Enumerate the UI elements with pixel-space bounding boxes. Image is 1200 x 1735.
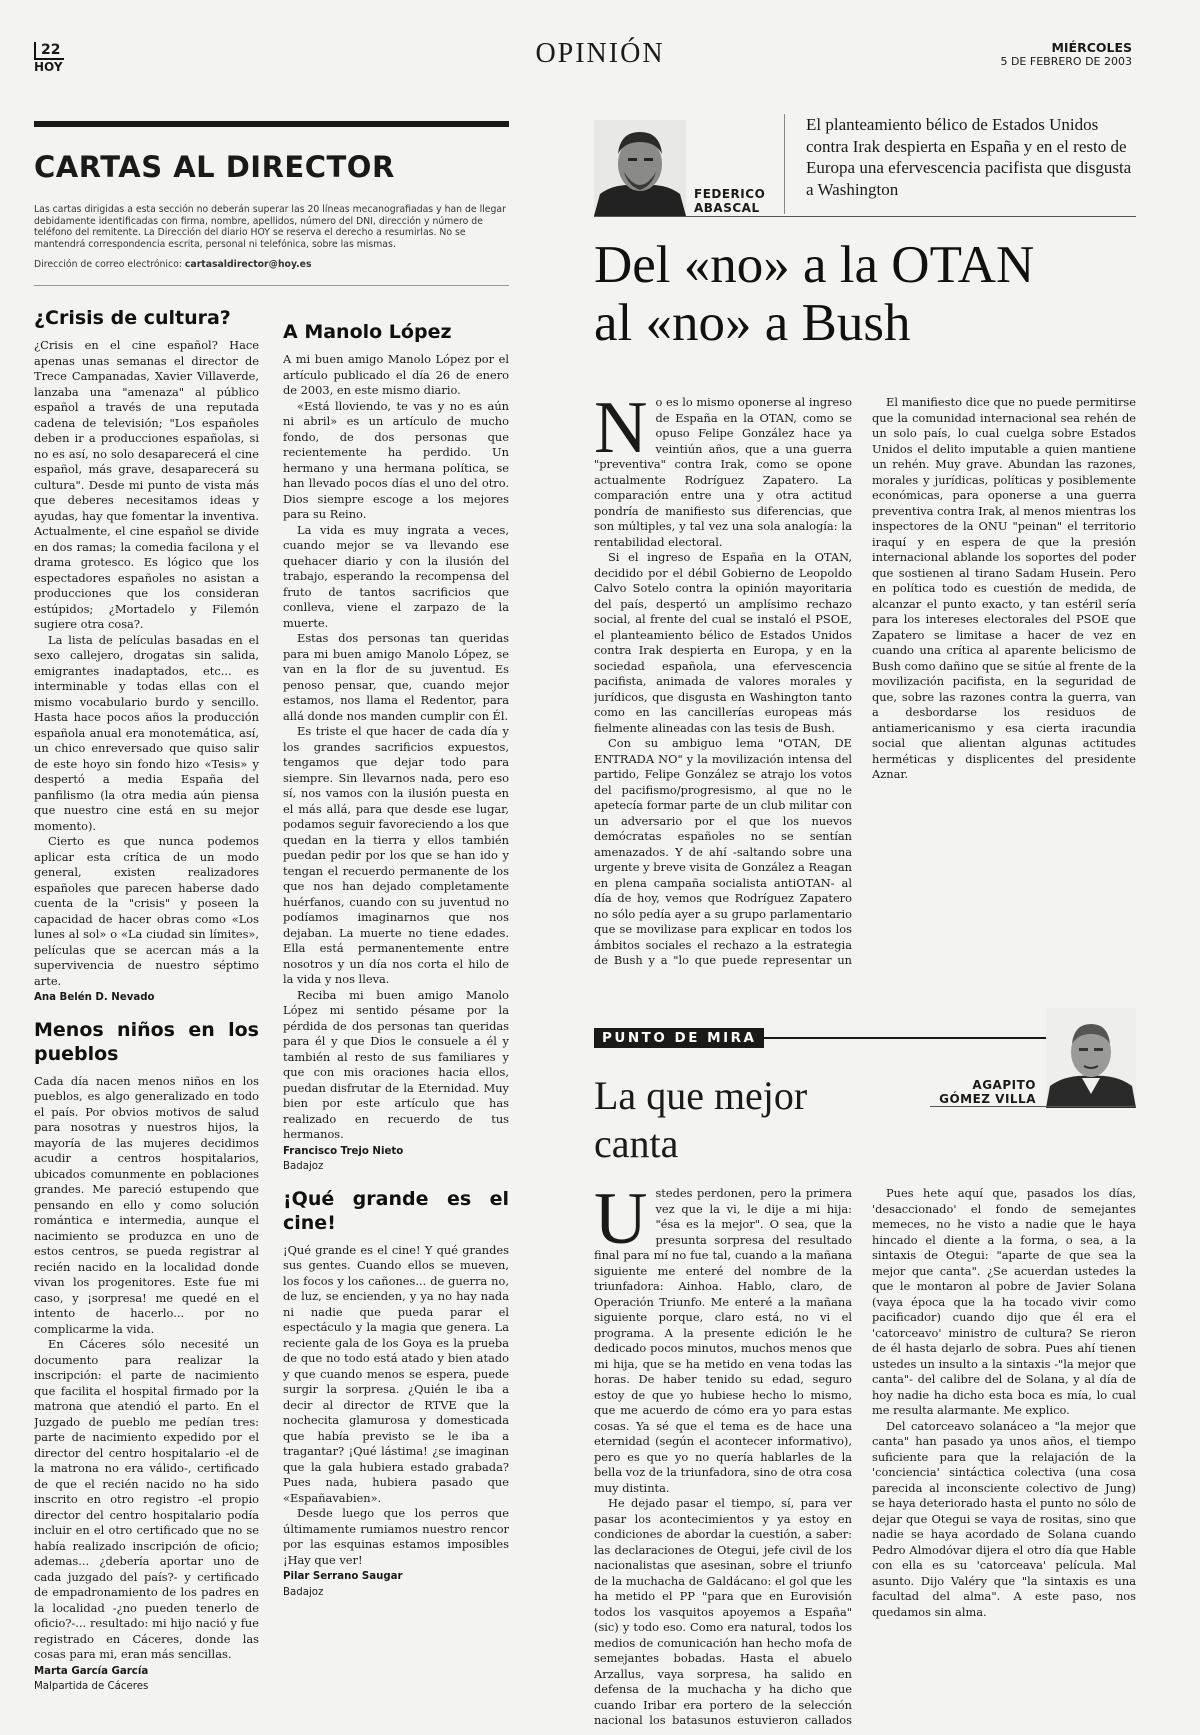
letter-paragraph: Desde luego que los perros que últimamente rumiamos nuestro rencor por las esquinas estamos imposibles ¡Hay que ver! [283,1506,509,1567]
article-paragraph: He dejado pasar el tiempo, sí, para ver pasar los acontecimientos y ya estoy en condiciones de abordar la cuestión, a saber: las declaraciones de Otegui, jefe civil de los nacionalistas que asesinan, sobre el triunfo de la muchacha de Galdácano: el gol que les ha metido el PP "para que en Eurovisión todos los vasquitos apoyemos a España" (sic) y todo eso. Como era natural, todos los medios de comunicación han hecho mofa de semejantes bobadas. Hasta el abuelo Arzallus, vaya sorpresa, ha salido en defensa de la muchacha y ha dicho que cuando Iribar era portero de la selección nacional los batasunos estuvieron callados [594,1496,852,1726]
author-name-gomez-villa: AGAPITO GÓMEZ VILLA [939,1078,1036,1106]
letters-section-title: CARTAS AL DIRECTOR [34,150,395,184]
letters-top-rule [34,121,509,127]
deck-divider [784,114,785,214]
kicker-punto-de-mira: PUNTO DE MIRA [594,1028,764,1048]
letter-paragraph: Cierto es que nunca podemos aplicar esta crítica de un modo general, existen realizadores españoles que parecen haberse dado cuenta de la "crisis" y poseen la capacidad de hacer obras como «Los lunes al sol» o «La ciudad sin límites», películas que se acercan más a la supervivencia de nuestro séptimo arte. [34,834,259,988]
deck-abascal: El planteamiento bélico de Estados Unidos contra Irak despierta en España y en el resto de Europa una efervescencia pacifista que disgusta a Washington [806,115,1132,199]
article-paragraph: stedes perdonen, pero la primera vez que la vi, le dije a mi hija: "ésa es la mejor". O sea, que la presunta sorpresa del resultado final para mí no fue tal, cuando a la mañana siguiente me enteré del nombre de la triunfadora: Ainhoa. Hablo, claro, de Operación Triunfo. Me enteré a la mañana siguiente porque, claro está, no vi el programa. A la presente edición le he dedicado pocos minutos, muchos menos que mi hija, que se ha metido en vena todas las horas. De haber tenido su edad, seguro estoy de que yo hubiese hecho lo mismo, que me acuerdo de cómo era yo para estas cosas. Ya sé que el tema es de hace una eternidad (según el acontecer informativo), pero es que yo no quería hablarles de la bella voz de la triunfadora, sino de otra cosa muy distinta. [594,1186,852,1495]
publication-name: HOY [34,60,63,74]
letter-paragraph: «Está lloviendo, te vas y no es aún ni abril» es un artículo de mucho fondo, de dos personas que recientemente ha perdido. Un hermano y una hermana política, se han llevado pocos días el uno del otro. Dios siempre escoge a los mejores para su Reino. [283,398,509,521]
dropcap-abascal: N [594,395,648,469]
email-address[interactable]: cartasaldirector@hoy.es [184,259,312,270]
letter-paragraph: A mi buen amigo Manolo López por el artículo publicado el día 26 de enero de 2003, en este mismo diario. [283,352,509,397]
page-number: 22 [34,42,64,60]
letters-column-1 [34,300,259,1725]
author-rule-gomez-villa [930,1106,1136,1107]
article-abascal-col-2 [872,395,1136,967]
article-paragraph: Si el ingreso de España en la OTAN, decidido por el débil Gobierno de Leopoldo Calvo Sotelo contra la opinión mayoritaria del país, despertó un amplísimo rechazo social, al frente del cual se instaló el PSOE, el planteamiento bélico de Estados Unidos contra Irak despierta en Europa, y en la sociedad española, una efervescencia pacifista, animada de valores morales y jurídicos, que disgusta en Washington tanto como en las cancillerías europeas más fielmente alineadas con las tesis de Bush. [594,550,852,735]
dropcap-gomez-villa: U [594,1186,648,1260]
letter-paragraph: ¿Crisis en el cine español? Hace apenas unas semanas el director de Trece Campanadas, Xavier Villaverde, lanzaba una "amenaza" al público español a través de una reputada cadena de televisión; "Los españoles deben ir a producciones españolas, si no es así, no solo desaparecerá el cine español, más grave, desaparecerá su cultura". Desde mi punto de vista más que deberes necesitamos ideas y ayudas, hay que fomentar la inventiva. Actualmente, el cine español se divide en dos ramas; la comedia facilona y el drama grotesco. Es lógico que los espectadores españoles no asistan a producciones que los consideran estúpidos; ¿Mortadelo y Filemón sugiere otra cosa?. [34,338,259,631]
letter-place: Malpartida de Cáceres [34,1681,149,1692]
letter-title: Menos niños en los pueblos [34,1018,259,1065]
letter-paragraph: Reciba mi buen amigo Manolo López mi sentido pésame por la pérdida de dos personas tan queridas para él y que Dios le consuele a él y también al resto de sus familiares y que con mis oraciones hacia ellos, puedan disfrutar de la Eternidad. Muy bien por este artículo que has realizado en recuerdo de tus hermanos. [283,987,509,1141]
letter-title: ¡Qué grande es el cine! [283,1187,509,1234]
letter-paragraph: Estas dos personas tan queridas para mi buen amigo Manolo López, se van en la flor de su juventud. Es penoso pensar, que, cuando mejor estamos, nos llama el Redentor, para allá donde nos manden cumplir con Él. [283,631,509,723]
portrait-icon [1046,1008,1136,1108]
author-photo-gomez-villa [1046,1008,1136,1108]
letter-paragraph: ¡Qué grande es el cine! Y qué grandes sus gentes. Cuando ellos se mueven, los focos y los cañones... de guerra no, de luz, se encienden, y ya no hay nada ni nadie que pueda parar el espectáculo y la magia que genera. La reciente gala de los Goya es la prueba de que no todo está atado y bien atado y que cuando menos se espera, puede surgir la sorpresa. ¿Quién le iba a decir al director de RTVE que la nochecita glamurosa y domesticada que había previsto se le iba a tragantar? ¡Qué lástima! ¿se imaginan que la gala hubiera estado grabada? Pues nada, hubiera pasado que «Españavabien». [283,1242,509,1505]
letter-title: ¿Crisis de cultura? [34,307,231,329]
article-paragraph: Con su ambiguo lema "OTAN, DE ENTRADA NO" y la movilización intensa del partido, Felipe González se atrajo los votos del pacifismo/progresismo, al que no le apetecía formar parte de un club militar con un adversario por el que los nuevos demócratas españoles no se sentían amenazados. Y de ahí -saltando sobre una urgente y breve visita de González a Reagan en plena campaña socialista antiOTAN- al día de hoy, vemos que Rodríguez Zapatero no sólo pedía ayer a su grupo parlamentario que se movilizase para explicar en todos los ámbitos sociales el rechazo a la estrategia de Bush y a "lo que puede representar un [594,736,852,967]
letters-notice: Las cartas dirigidas a esta sección no deberán superar las 20 líneas mecanografiadas y han de llegar debidamente identificadas con firma, nombre, apellidos, número del DNI, dirección y número de teléfono del remitente. La Dirección del diario HOY se reserva el derecho a resumirlas. No se mantendrá correspondencia escrita, personal ni telefónica, sobre las mismas. [34,204,506,251]
letter-paragraph: En Cáceres sólo necesité un documento para realizar la inscripción: el parte de nacimiento que facilita el hospital firmado por la matrona que atendió el parto. En el Juzgado de pueblo me pedían tres: parte de nacimiento expedido por el director del centro hospitalario -el de la matrona no era válido-, certificado de que el recién nacido no ha sido inscrito en otro registro -el propio director del centro hospitalario podía incluir en el otro certificado que no se había realizado inscripción de oficio; ademas... ¿debería aportar uno de cada juzgado del país?- y certificado de empadronamiento de los padres en la localidad -¿no pueden tenerlo de oficio?-... resultado: mi hijo nació y fue registrado en Cáceres, donde las cosas para mi, eran más sencillas. [34,1337,259,1661]
letter-place: Badajoz [283,1586,324,1598]
letter-paragraph: La lista de películas basadas en el sexo callejero, drogatas sin salida, emigrantes inadaptados, etc... es interminable y todas ellas con el mismo vocabulario burdo y sencillo. Hasta hace pocos años la producción española anual era monotemática, así, un chico enreversado que quiso salir de este hoyo sin fondo hizo «Tesis» y despertó a media España del panfilismo (la otra media aún piensa que nuestro cine está en su mejor momento). [34,632,259,833]
article-paragraph: El manifiesto dice que no puede permitirse que la comunidad internacional sea rehén de un solo país, lo cual cuelga sobre Estados Unidos el delito imputable a quien mantiene un rehén. Muy grave. Abundan las razones, morales y jurídicas, políticas y posiblemente económicas, para oponerse a una guerra preventiva contra Irak, al menos mientras los inspectores de la ONU "peinan" el territorio iraquí y en espera de que la presión internacional ablande los soportes del poder que sostienen al tirano Sadam Husein. Pero en política todo es cuestión de medida, de alcanzar el punto exacto, y tan estéril sería para los intereses electorales del PSOE que Zapatero se limitase a hacer de vez en cuando una crítica al aparente belicismo de Bush como dañino que se sitúe al frente de la movilización pacifista, en la seguridad de que, sobre las razones contra la guerra, van a desbordarse los residuos de antiamericanismo y esa cierta iracundia social que alientan algunas actitudes herméticas y displicentes del presidente Aznar. [872,395,1136,781]
email-label: Dirección de correo electrónico: [34,259,182,270]
article-paragraph: Pues hete aquí que, pasados los días, 'desaccionado' el fondo de semejantes memeces, no he visto a nadie que le haya hincado el diente a la forma, o sea, a la sintaxis de Otegui: "aparte de que sea la mejor que canta". ¿Se acuerdan ustedes la que le montaron al pobre de Javier Solana (vaya época que la ha tocado vivir como pacificador) cuando dijo que él era el 'catorceavo' ministro de cultura? Se rieron de él hasta dejarlo de sobra. Pues ahí tienen ustedes un insulto a la sintaxis -"la mejor que canta"- del calibre del de Solana, y al día de hoy nadie ha dicho esta boca es mía, lo cual me resulta alarmante. Me explico. [872,1186,1136,1417]
author-name-abascal: FEDERICO ABASCAL [694,187,766,215]
article-paragraph: Del catorceavo solanáceo a "la mejor que canta" han pasado ya unos años, el tiempo suficiente para que la relajación de la 'conciencia' sintáctica colectiva (una cosa parecida al inconsciente colectivo de Jung) se haya deteriorado hasta el punto no sólo de dejar que Otegui se vaya de rositas, sino que nadie se haya acordado de Solana cuando Pedro Almodóvar dijera el otro día que Hable con ella es su 'catorceava' película. Mal asunto. Dijo Valéry que "la sintaxis es una facultad del alma". A este paso, nos quedamos sin alma. [872,1418,1136,1619]
letters-column-2 [283,300,509,1725]
letter-paragraph: La vida es muy ingrata a veces, cuando mejor se va llevando ese quehacer diario y con la ilusión del trabajo, esperando la recompensa del fruto de tantos sacrificios que conlleva, viene el zarpazo de la muerte. [283,522,509,630]
header-weekday: MIÉRCOLES [1051,40,1132,55]
section-title: OPINIÓN [535,38,665,69]
article-gomez-villa-col-2 [872,1186,1136,1726]
portrait-icon [594,120,686,216]
header-date: 5 DE FEBRERO DE 2003 [1000,55,1132,68]
letter-place: Badajoz [283,1161,324,1172]
article-gomez-villa-col-1 [594,1186,852,1726]
headline-gomez-villa: La que mejor canta [594,1073,808,1166]
letter-author: Pilar Serrano Saugar [283,1571,403,1582]
letters-email-line [34,259,312,270]
letter-author: Ana Belén D. Nevado [34,992,155,1003]
letter-title: A Manolo López [283,321,452,343]
article-paragraph: o es lo mismo oponerse al ingreso de España en la OTAN, como se opuso Felipe González hace ya veintiún años, que a una guerra "preventiva" contra Irak, como se opone actualmente Rodríguez Zapatero. La comparación entre una y otra actitud pondría de manifiesto sus diferencias, que son múltiples, y tal vez una sola analogía: la rentabilidad electoral. [594,395,852,549]
letter-author: Francisco Trejo Nieto [283,1145,404,1157]
headline-rule-abascal [594,216,1136,217]
letter-author: Marta García García [34,1665,149,1677]
letter-paragraph: Cada día nacen menos niños en los pueblos, es algo generalizado en todo el país. Por obvios motivos de salud para nosotras y nuestros hijos, la mayoría de las mujeres decidimos acudir a centros hospitalarios, ubicados comunmente en poblaciones grandes. Me pareció estupendo que pensando en ello y como solución romántica e intermedia, aunque el nacimiento se produzca en uno de estos centros, se pueda registrar al recién nacido en la localidad donde vivan los progenitores. Este fue mi caso, y ¡sorpresa! me quedé en el intento de hacerlo... por no complicarme la vida. [34,1073,259,1336]
letters-section-divider [34,285,509,286]
letter-paragraph: Es triste el que hacer de cada día y los grandes sacrificios expuestos, tengamos que dejar todo para siempre. Sin llevarnos nada, pero eso sí, nos vamos con la ilusión puesta en el más allá, para que desde ese lugar, podamos seguir favoreciendo a los que quedan en la tierra y ellos también puedan pedir por los que se han ido y tengan el recuerdo permanente de los que nos han dejado completamente huérfanos, cuando con su juventud no podíamos imaginarnos que nos dejaban. La muerte no tiene edades. Ella está permanentemente entre nosotros y un día nos corta el hilo de la vida y nos lleva. [283,724,509,986]
headline-abascal: Del «no» a la OTAN al «no» a Bush [594,236,1035,352]
author-photo-abascal [594,120,686,216]
article-abascal-col-1 [594,395,852,967]
